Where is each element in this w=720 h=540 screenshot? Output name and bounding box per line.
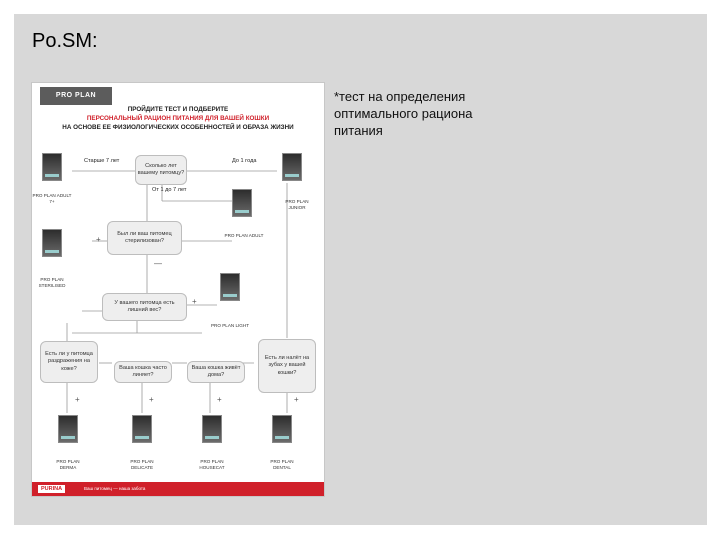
slide [14, 14, 707, 525]
headline-line-2: ПЕРСОНАЛЬНЫЙ РАЦИОН ПИТАНИЯ ДЛЯ ВАШЕЙ КОШКИ [86, 115, 270, 122]
product-pack-sterilised [42, 229, 62, 257]
product-pack-delicate [132, 415, 152, 443]
product-name-housecat: PRO PLAN HOUSECAT [199, 459, 225, 470]
label-older: Старше 7 лет [84, 158, 120, 164]
question-indoor: Ваша кошка живёт дома? [187, 361, 245, 383]
question-shedding: Ваша кошка часто линяет? [114, 361, 172, 383]
question-sterilised: Был ли ваш питомец стерилизован? [107, 221, 182, 255]
poster-footer [32, 482, 324, 496]
question-age: Сколько лет вашему питомцу? [135, 155, 187, 185]
poster-image [31, 82, 325, 497]
purina-logo: PURINA [38, 485, 65, 493]
product-name-derma: PRO PLAN DERMA [56, 459, 80, 470]
product-name-light: PRO PLAN LIGHT [210, 323, 250, 328]
sign-plus-sterilised: + [96, 235, 101, 244]
poster-headline [42, 105, 314, 132]
product-pack-adult7 [42, 153, 62, 181]
question-skin: Есть ли у питомца раздражения на коже? [40, 341, 98, 383]
label-mid: От 1 до 7 лет [152, 187, 187, 193]
product-name-sterilised: PRO PLAN STERILISED [38, 277, 66, 288]
question-weight: У вашего питомца есть лишний вес? [102, 293, 187, 321]
product-pack-housecat [202, 415, 222, 443]
question-dental: Есть ли налёт на зубах у вашей кошки? [258, 339, 316, 393]
brand-logo: PRO PLAN [40, 87, 112, 105]
product-pack-junior [282, 153, 302, 181]
product-pack-derma [58, 415, 78, 443]
sign-plus-4: + [294, 395, 299, 404]
product-name-adult7: PRO PLAN ADULT 7+ [32, 193, 72, 204]
product-name-adult: PRO PLAN ADULT [224, 233, 264, 238]
product-pack-adult [232, 189, 252, 217]
sign-plus-1: + [75, 395, 80, 404]
headline-line-3: НА ОСНОВЕ ЕЕ ФИЗИОЛОГИЧЕСКИХ ОСОБЕННОСТЕЙ И ОБРАЗА ЖИЗНИ [62, 124, 294, 131]
label-younger: До 1 года [232, 158, 257, 164]
slide-title: Po.SM: [32, 30, 98, 52]
sign-plus-weight: + [192, 297, 197, 306]
note-text: *тест на определения оптимального рациона питания [334, 89, 473, 138]
sign-plus-3: + [217, 395, 222, 404]
sign-plus-2: + [149, 395, 154, 404]
product-pack-dental [272, 415, 292, 443]
product-name-delicate: PRO PLAN DELICATE [130, 459, 154, 470]
product-name-junior: PRO PLAN JUNIOR [285, 199, 309, 210]
footer-text: Ваш питомец — наша забота [84, 486, 146, 491]
product-pack-light [220, 273, 240, 301]
product-name-dental: PRO PLAN DENTAL [270, 459, 294, 470]
sign-minus-sterilised: — [154, 259, 162, 268]
headline-line-1: ПРОЙДИТЕ ТЕСТ И ПОДБЕРИТЕ [127, 106, 229, 113]
